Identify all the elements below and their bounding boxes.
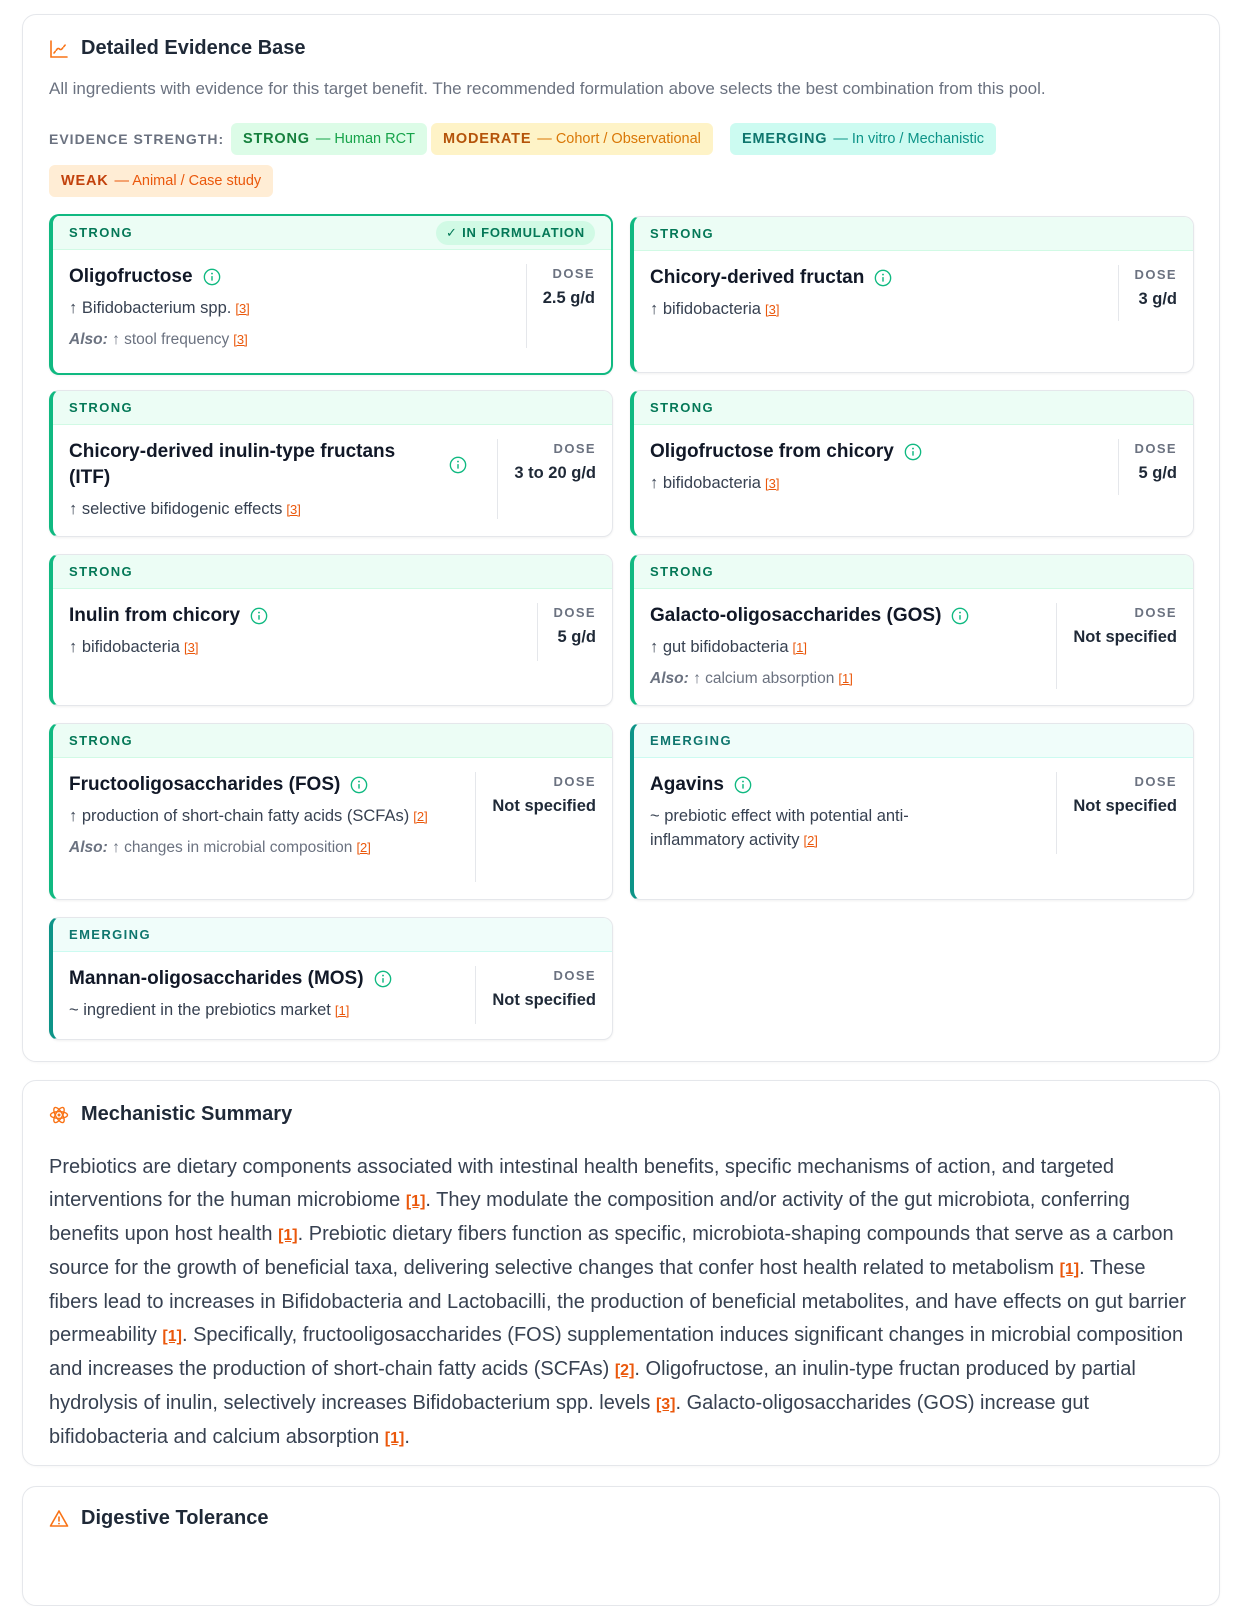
- ingredient-body: [650, 772, 1177, 883]
- citation-link[interactable]: [3]: [233, 332, 248, 347]
- tier-label: EMERGING: [69, 927, 151, 942]
- ingredient-effect: ↑ bifidobacteria [3]: [650, 300, 780, 318]
- dose-block: [497, 439, 596, 519]
- dose-label: DOSE: [1134, 605, 1177, 620]
- digestive-card: [22, 1486, 1220, 1606]
- info-icon[interactable]: [734, 776, 752, 794]
- ingredient-main: [69, 264, 489, 351]
- ingredient-body: [650, 265, 1177, 356]
- ingredient-card-inulin-chicory[interactable]: [49, 554, 613, 706]
- info-icon[interactable]: [203, 268, 221, 286]
- citation-link[interactable]: [1]: [405, 1193, 426, 1210]
- ingredient-tier-bar: [634, 724, 1193, 758]
- dose-label: DOSE: [552, 266, 595, 281]
- citation-link[interactable]: [2]: [803, 833, 818, 848]
- citation-link[interactable]: [1]: [384, 1430, 405, 1447]
- legend-strong: STRONG — Human RCT: [231, 123, 427, 155]
- citation-link[interactable]: [3]: [183, 640, 199, 655]
- ingredient-effect: ↑ selective bifidogenic effects [3]: [69, 500, 301, 518]
- tier-label: STRONG: [69, 400, 134, 415]
- dose-value: 3 g/d: [1138, 290, 1177, 308]
- dose-block: [1056, 603, 1177, 689]
- ingredient-effect: ↑ production of short-chain fatty acids (SCFAs) [2]: [69, 807, 428, 825]
- dose-value: 5 g/d: [1138, 464, 1177, 482]
- ingredient-name: Oligofructose: [69, 264, 489, 290]
- dose-value: 3 to 20 g/d: [514, 464, 596, 482]
- citation-link[interactable]: [3]: [655, 1396, 676, 1413]
- ingredient-tier-bar: [53, 555, 612, 589]
- ingredient-effect: ↑ gut bifidobacteria [1]: [650, 638, 807, 656]
- ingredient-tier-bar: [634, 391, 1193, 425]
- dose-value: Not specified: [1073, 797, 1177, 815]
- citation-link[interactable]: [1]: [162, 1328, 182, 1345]
- dose-value: 2.5 g/d: [542, 289, 595, 307]
- citation-link[interactable]: [1]: [278, 1227, 298, 1244]
- info-icon[interactable]: [904, 443, 922, 461]
- evidence-header: [49, 37, 306, 60]
- ingredient-main: [69, 603, 489, 660]
- atom-icon: [49, 1105, 69, 1125]
- warning-icon: [49, 1509, 69, 1529]
- ingredient-name: Fructooligosaccharides (FOS): [69, 772, 454, 798]
- citation-link[interactable]: [1]: [792, 640, 807, 655]
- info-icon[interactable]: [449, 456, 467, 474]
- ingredient-tier-bar: [53, 216, 611, 250]
- dose-label: DOSE: [553, 968, 596, 983]
- ingredient-main: [69, 772, 454, 859]
- citation-link[interactable]: [3]: [764, 302, 780, 317]
- info-icon[interactable]: [250, 607, 268, 625]
- ingredient-also: Also: ↑ calcium absorption [1]: [650, 670, 853, 687]
- mechanistic-card: [22, 1080, 1220, 1466]
- tier-label: EMERGING: [650, 733, 732, 748]
- ingredient-card-oligofructose[interactable]: [49, 214, 613, 375]
- citation-link[interactable]: [1]: [1059, 1261, 1080, 1278]
- ingredient-name: Oligofructose from chicory: [650, 439, 1070, 465]
- ingredient-tier-bar: [53, 724, 612, 758]
- dose-block: [1118, 265, 1177, 321]
- citation-link[interactable]: [1]: [838, 671, 853, 686]
- ingredient-body: [69, 603, 596, 689]
- legend-emerging: EMERGING — In vitro / Mechanistic: [730, 123, 996, 155]
- ingredient-name: Chicory-derived inulin-type fructans (ITF): [69, 439, 479, 491]
- dose-label: DOSE: [1134, 267, 1177, 282]
- citation-link[interactable]: [1]: [334, 1003, 350, 1018]
- ingredient-effect: ~ ingredient in the prebiotics market [1]: [69, 1001, 350, 1019]
- ingredient-also: Also: ↑ stool frequency [3]: [69, 331, 248, 348]
- citation-link[interactable]: [2]: [614, 1362, 635, 1379]
- dose-block: [475, 772, 596, 882]
- ingredient-main: [650, 603, 1040, 690]
- ingredient-effect: ↑ Bifidobacterium spp. [3]: [69, 299, 250, 317]
- legend-label: EVIDENCE STRENGTH:: [49, 131, 225, 147]
- ingredient-card-gos[interactable]: [630, 554, 1194, 706]
- ingredient-tier-bar: [53, 391, 612, 425]
- dose-value: Not specified: [492, 797, 596, 815]
- ingredient-body: [69, 264, 595, 357]
- evidence-title: Detailed Evidence Base: [81, 37, 306, 59]
- citation-link[interactable]: [3]: [286, 502, 301, 517]
- ingredient-name: Agavins: [650, 772, 980, 798]
- ingredient-effect: ↑ bifidobacteria [3]: [69, 638, 199, 656]
- ingredient-main: [69, 966, 469, 1023]
- dose-block: [475, 966, 596, 1024]
- dose-label: DOSE: [553, 441, 596, 456]
- ingredient-body: [69, 772, 596, 883]
- ingredient-name: Galacto-oligosaccharides (GOS): [650, 603, 1040, 629]
- tier-label: STRONG: [650, 564, 715, 579]
- dose-block: [1056, 772, 1177, 854]
- ingredient-tier-bar: [634, 555, 1193, 589]
- mechanistic-title: Mechanistic Summary: [81, 1103, 293, 1125]
- dose-block: [537, 603, 596, 661]
- digestive-title: Digestive Tolerance: [81, 1507, 269, 1529]
- dose-label: DOSE: [553, 774, 596, 789]
- tier-label: STRONG: [650, 226, 715, 241]
- tier-label: STRONG: [69, 564, 134, 579]
- ingredient-main: [650, 772, 980, 853]
- citation-link[interactable]: [3]: [235, 301, 250, 316]
- dose-block: [526, 264, 595, 348]
- info-icon[interactable]: [374, 970, 392, 988]
- dose-label: DOSE: [1134, 441, 1177, 456]
- dose-label: DOSE: [1134, 774, 1177, 789]
- legend-moderate: MODERATE — Cohort / Observational: [431, 123, 713, 155]
- ingredient-body: [650, 603, 1177, 689]
- ingredient-name: Chicory-derived fructan: [650, 265, 1070, 291]
- citation-link[interactable]: [2]: [356, 840, 371, 855]
- info-icon[interactable]: [350, 776, 368, 794]
- ingredient-name: Inulin from chicory: [69, 603, 489, 629]
- tier-label: STRONG: [69, 733, 134, 748]
- dose-label: DOSE: [553, 605, 596, 620]
- chart-line-icon: [49, 39, 69, 59]
- dose-value: Not specified: [492, 991, 596, 1009]
- dose-value: 5 g/d: [557, 628, 596, 646]
- info-icon[interactable]: [951, 607, 969, 625]
- ingredient-body: [69, 439, 596, 520]
- mechanistic-header: [49, 1103, 292, 1126]
- dose-block: [1118, 439, 1177, 495]
- ingredient-effect: ↑ bifidobacteria [3]: [650, 474, 780, 492]
- ingredient-also: Also: ↑ changes in microbial composition [2]: [69, 839, 371, 856]
- ingredient-main: [69, 439, 479, 522]
- ingredient-card-chicory-itf[interactable]: [49, 390, 613, 537]
- ingredient-body: [69, 966, 596, 1023]
- evidence-card: [22, 14, 1220, 1062]
- tier-label: STRONG: [69, 225, 134, 240]
- ingredient-tier-bar: [53, 918, 612, 952]
- ingredient-effect: ~ prebiotic effect with potential anti-inflammatory activity [2]: [650, 807, 909, 849]
- citation-link[interactable]: [2]: [413, 809, 428, 824]
- ingredient-card-mos[interactable]: [49, 917, 613, 1040]
- in-formulation-badge: ✓ IN FORMULATION: [436, 221, 595, 245]
- ingredient-tier-bar: [634, 217, 1193, 251]
- ingredient-main: [650, 265, 1070, 322]
- mechanistic-text: Prebiotics are dietary components associated with intestinal health benefits, specific mechanisms of action, and targeted interventions for the human microbiome [1]. They modulate the composition and/or activity of the gut microbiota, conferring benefits upon host health [1]. Prebiotic dietary fibers function as specific, microbiota-shaping compounds that serve as a carbon source for the growth of beneficial taxa, delivering selective changes that confer host health related to metabolism [1]. These fibers lead to increases in Bifidobacteria and Lactobacilli, the production of beneficial metabolites, and have effects on gut barrier permeability [1]. Specifically, fructooligosaccharides (FOS) supplementation induces significant changes in microbial composition and increases the production of short-chain fatty acids (SCFAs) [2]. Oligofructose, an inulin-type fructan produced by partial hydrolysis of inulin, selectively increases Bifidobacterium spp. levels [3]. Galacto-oligosaccharides (GOS) increase gut bifidobacteria and calcium absorption [1].: [49, 1156, 1186, 1448]
- citation-link[interactable]: [3]: [764, 476, 780, 491]
- info-icon[interactable]: [874, 269, 892, 287]
- ingredient-card-chicory-fructan[interactable]: [630, 216, 1194, 373]
- tier-label: STRONG: [650, 400, 715, 415]
- ingredient-card-fos[interactable]: [49, 723, 613, 900]
- evidence-intro: All ingredients with evidence for this target benefit. The recommended formulation above selects the best combination from this pool.: [49, 79, 1046, 98]
- legend-weak: WEAK — Animal / Case study: [49, 165, 273, 197]
- ingredient-card-oligofructose-chicory[interactable]: [630, 390, 1194, 537]
- ingredient-main: [650, 439, 1070, 496]
- digestive-header: [49, 1507, 268, 1530]
- ingredient-card-agavins[interactable]: [630, 723, 1194, 900]
- ingredient-name: Mannan-oligosaccharides (MOS): [69, 966, 469, 992]
- ingredient-body: [650, 439, 1177, 520]
- dose-value: Not specified: [1073, 628, 1177, 646]
